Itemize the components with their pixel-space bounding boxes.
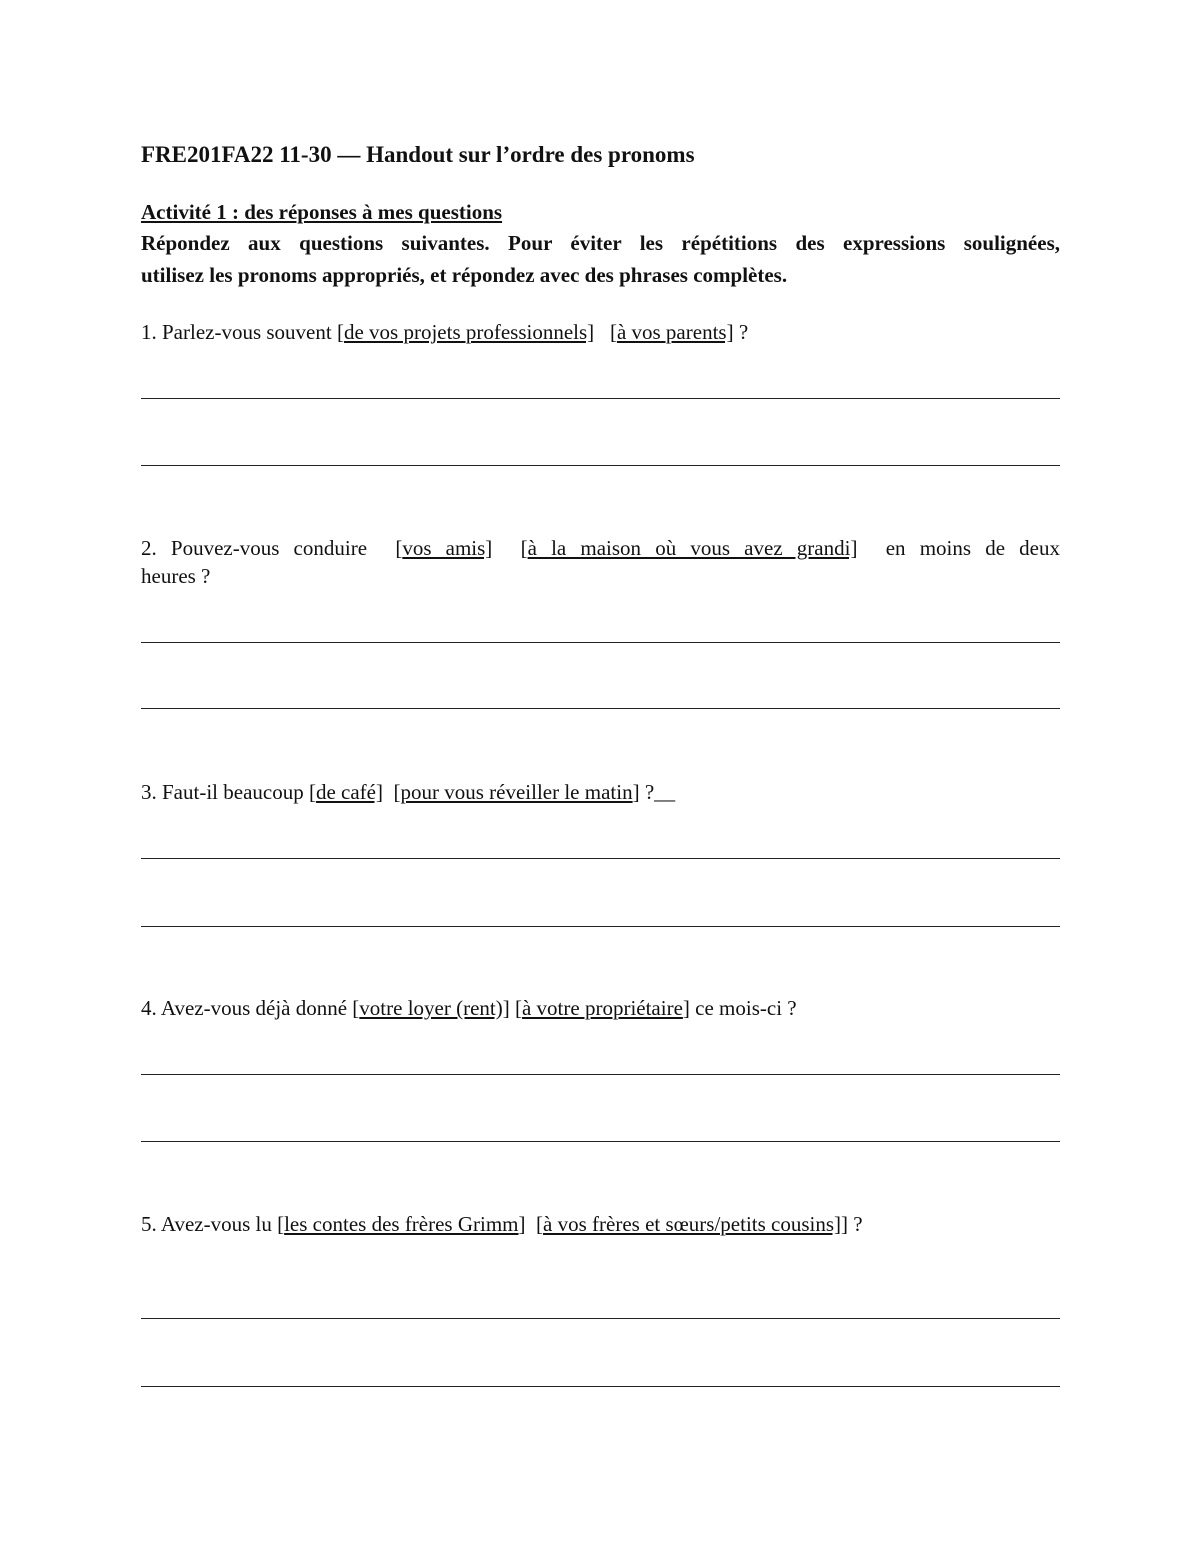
question-text: ] ce mois-ci ? — [682, 996, 797, 1020]
underlined-expression: vos amis] — [402, 536, 493, 560]
question-text: ] [ — [518, 1212, 544, 1236]
question-2 — [141, 536, 1060, 561]
question-text: ] ? — [632, 780, 655, 804]
activity-heading: Activité 1 : des réponses à mes questions — [141, 200, 503, 224]
answer-line[interactable] — [141, 465, 1060, 466]
underlined-expression: à la maison où vous avez grandi] — [527, 536, 858, 560]
question-text: 5. Avez-vous lu [ — [141, 1212, 285, 1236]
underlined-expression: de café] — [315, 780, 383, 804]
question-1 — [141, 320, 748, 345]
question-text: [ — [594, 320, 617, 344]
answer-line[interactable] — [141, 926, 1060, 927]
answer-line[interactable] — [141, 708, 1060, 709]
underlined-expression: à vos frères et sœurs/petits cousins]] — [543, 1212, 849, 1236]
answer-line[interactable] — [141, 1318, 1060, 1319]
question-2-continuation: heures ? — [141, 564, 211, 588]
underlined-expression: votre loyer (rent)] — [359, 996, 510, 1020]
question-text: 1. Parlez-vous souvent [ — [141, 320, 344, 344]
question-text: [ — [492, 536, 528, 560]
answer-line[interactable] — [141, 858, 1060, 859]
answer-line[interactable] — [141, 398, 1060, 399]
question-text: 3. Faut-il beaucoup [ — [141, 780, 316, 804]
underlined-expression: à votre propriétaire — [521, 996, 683, 1020]
instructions-line-1: Répondez aux questions suivantes. Pour éviter les répétitions des expressions soulignées, — [141, 231, 1060, 255]
underlined-expression: pour vous réveiller le matin — [400, 780, 633, 804]
answer-blank: __ — [654, 780, 676, 804]
question-text: [ — [382, 780, 401, 804]
question-text: ? — [733, 320, 749, 344]
question-4 — [141, 996, 797, 1021]
underlined-expression: les contes des frères Grimm — [284, 1212, 519, 1236]
question-text: 2. Pouvez-vous conduire [ — [141, 536, 403, 560]
answer-line[interactable] — [141, 1386, 1060, 1387]
page-title: FRE201FA22 11-30 — Handout sur l’ordre des pronoms — [141, 142, 695, 167]
question-text: en moins de deux — [857, 536, 1061, 560]
answer-line[interactable] — [141, 1074, 1060, 1075]
answer-line[interactable] — [141, 642, 1060, 643]
underlined-expression: de vos projets professionnels] — [343, 320, 595, 344]
question-5 — [141, 1212, 863, 1237]
question-text: [ — [509, 996, 522, 1020]
question-3 — [141, 780, 675, 805]
question-text: ? — [848, 1212, 863, 1236]
instructions-line-2: utilisez les pronoms appropriés, et répondez avec des phrases complètes. — [141, 263, 788, 287]
underlined-expression: à vos parents] — [616, 320, 734, 344]
question-text: 4. Avez-vous déjà donné [ — [141, 996, 360, 1020]
answer-line[interactable] — [141, 1141, 1060, 1142]
